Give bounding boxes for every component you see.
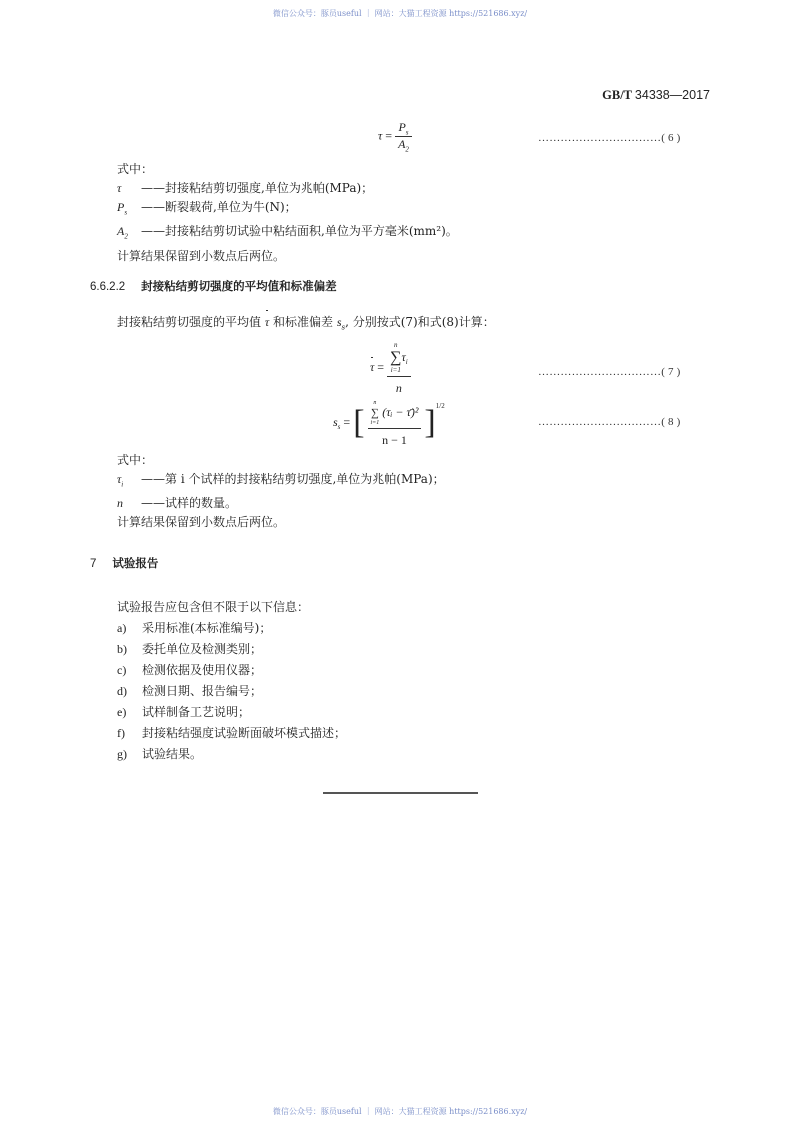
symbol-text: τ <box>117 181 122 195</box>
formula-8-denominator: n − 1 <box>382 433 407 447</box>
list-marker: c) <box>117 663 127 677</box>
where-item-tau-i <box>117 470 445 494</box>
symbol <box>117 198 141 222</box>
formula-8-lhs-sub: s <box>337 423 341 432</box>
sum-lower: i=1 <box>370 420 380 426</box>
list-text: 检测依据及使用仪器； <box>142 663 263 677</box>
formula-6-leader <box>538 132 681 144</box>
watermark-bottom: 微信公众号：豚员useful ｜ 网站：大猫工程资源 https://521686.xyz/ <box>272 1107 528 1116</box>
list-item <box>117 681 346 702</box>
standard-prefix: GB/T <box>602 88 632 102</box>
symbol-sub: i <box>121 480 124 489</box>
where-item-n <box>117 494 445 513</box>
list-item <box>117 723 346 744</box>
list-text: 委托单位及检测类别； <box>142 642 263 656</box>
sum-lower: i=1 <box>390 366 401 374</box>
list-text: 试验结果。 <box>142 747 203 761</box>
leader-dots: …………………………… <box>538 416 662 428</box>
section-number: 7 <box>90 558 97 570</box>
sum-term: τ <box>401 349 406 364</box>
standard-code: 34338—2017 <box>634 88 710 102</box>
section-6622-intro: 封接粘结剪切强度的平均值 τ 和标准偏差 $s_s$, 分别按式(7)和式(8)计算： <box>117 315 495 332</box>
formula-7-denominator: n <box>395 381 402 395</box>
rounding-note: 计算结果保留到小数点后两位。 <box>117 248 286 263</box>
formula-8-exponent: 1/2 <box>435 401 445 410</box>
list-text: 采用标准(本标准编号)； <box>142 621 272 635</box>
right-bracket-icon: ] <box>424 404 436 441</box>
symbol <box>117 494 141 513</box>
list-item <box>117 702 346 723</box>
where-item-tau <box>117 179 458 198</box>
list-text: 封接粘结强度试验断面破坏模式描述； <box>142 726 347 740</box>
where-block-2 <box>117 451 445 532</box>
symbol-text: n <box>117 496 123 511</box>
formula-7-label: ( 7 ) <box>661 366 681 378</box>
formula-6-label: ( 6 ) <box>661 132 681 144</box>
report-list <box>117 597 346 765</box>
definition: ——封接粘结剪切试验中粘结面积,单位为平方毫米(mm²)。 <box>141 224 458 239</box>
sum-icon: ∑ <box>390 349 402 366</box>
intro-text-b: 和标准偏差 <box>272 315 333 329</box>
formula-8-fraction <box>368 398 422 448</box>
formula-7-leader <box>538 366 681 378</box>
formula-8: $s_s$ = [ n ∑ i=1 (τᵢ − τ̄)² n − 1 ]$^{1/2}$ <box>333 400 445 447</box>
section-heading-7 <box>90 555 158 571</box>
section-title: 封接粘结剪切强度的平均值和标准偏差 <box>141 279 337 293</box>
left-bracket-icon: [ <box>353 404 365 441</box>
symbol-text: P <box>117 200 125 214</box>
definition: ——试样的数量。 <box>141 496 238 511</box>
formula-7-lhs: τ <box>370 359 375 374</box>
symbol <box>117 222 141 246</box>
list-item <box>117 618 346 639</box>
leader-dots: …………………………… <box>538 366 662 378</box>
section-title: 试验报告 <box>112 556 159 570</box>
list-marker: g) <box>117 747 127 761</box>
end-rule <box>323 792 478 794</box>
s-symbol: s <box>336 315 342 329</box>
formula-8-label: ( 8 ) <box>661 416 681 428</box>
where-title: 式中： <box>117 453 154 467</box>
formula-6-numerator: P <box>398 120 406 134</box>
symbol <box>117 179 141 198</box>
list-marker: b) <box>117 642 127 656</box>
formula-8-lhs: s <box>333 414 338 429</box>
where-title: 式中： <box>117 162 154 176</box>
tau-bar-symbol: τ <box>265 313 269 332</box>
section-heading-6622 <box>90 278 337 294</box>
definition: ——断裂载荷,单位为牛(N)； <box>141 200 297 214</box>
symbol-text: A <box>117 224 125 239</box>
where-item-a2 <box>117 222 458 246</box>
list-text: 检测日期、报告编号； <box>142 684 263 698</box>
sum-term-sub: i <box>405 358 408 367</box>
list-marker: d) <box>117 684 127 698</box>
formula-8-numerator: (τᵢ − τ̄)² <box>382 404 419 419</box>
leader-dots: …………………………… <box>538 132 662 144</box>
formula-6: τ = $\frac{P_s}{A_2}$ <box>378 120 412 154</box>
where-item-ps <box>117 198 458 222</box>
definition: ——第 i 个试样的封接粘结剪切强度,单位为兆帕(MPa)； <box>141 472 445 486</box>
formula-7: τ = n ∑ i=1 $\tau_i$ n <box>370 340 411 396</box>
formula-6-denominator: A <box>398 137 406 152</box>
where-block-1 <box>117 160 458 266</box>
list-marker: a) <box>117 621 127 635</box>
section-number: 6.6.2.2 <box>90 281 126 293</box>
list-item <box>117 744 346 765</box>
standard-number <box>602 88 710 103</box>
list-item <box>117 639 346 660</box>
formula-7-fraction <box>387 340 411 396</box>
intro-text-a: 封接粘结剪切强度的平均值 <box>117 315 262 329</box>
symbol-sub: s <box>124 208 128 217</box>
formula-8-leader <box>538 416 681 428</box>
rounding-note: 计算结果保留到小数点后两位。 <box>117 515 286 530</box>
symbol-text: τ <box>117 472 122 486</box>
sum-icon: ∑ <box>370 407 379 419</box>
definition: ——封接粘结剪切强度,单位为兆帕(MPa)； <box>141 181 374 195</box>
formula-6-num-sub: s <box>405 128 409 137</box>
symbol <box>117 470 141 494</box>
sum-upper: n <box>373 400 377 406</box>
list-marker: e) <box>117 705 127 719</box>
sum-upper: n <box>394 341 398 349</box>
list-marker: f) <box>117 726 125 740</box>
formula-6-den-sub: 2 <box>405 145 409 154</box>
formula-6-lhs: τ <box>378 128 383 143</box>
watermark-top: 微信公众号：豚员useful ｜ 网站：大猫工程资源 https://521686.xyz/ <box>272 9 528 18</box>
intro-text-c: 分别按式(7)和式(8)计算： <box>352 315 495 329</box>
formula-6-fraction <box>395 120 412 154</box>
report-intro: 试验报告应包含但不限于以下信息： <box>117 600 310 614</box>
list-text: 试样制备工艺说明； <box>142 705 251 719</box>
symbol-sub: 2 <box>124 232 128 241</box>
list-item <box>117 660 346 681</box>
